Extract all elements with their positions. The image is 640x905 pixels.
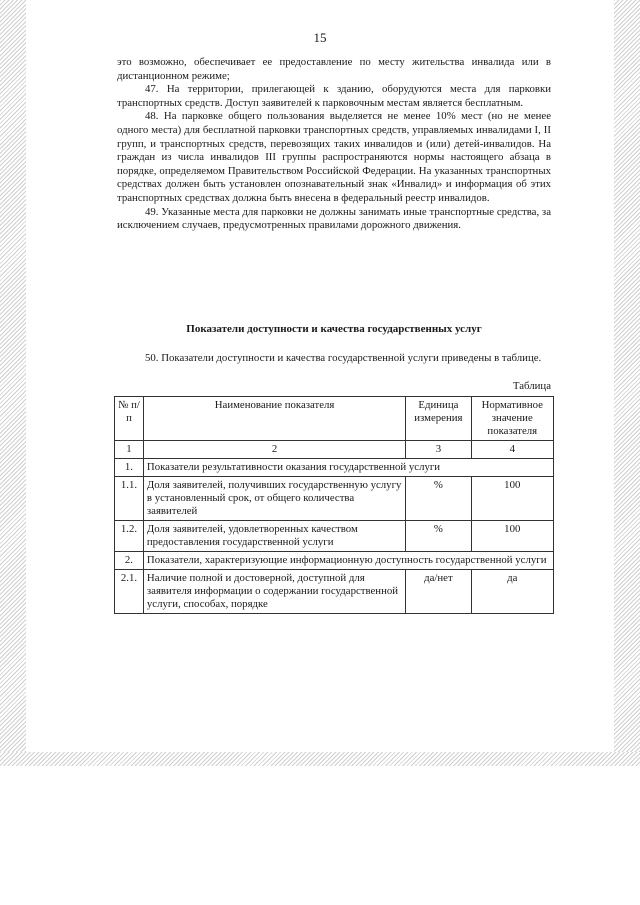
col-number-1: 1: [115, 441, 144, 459]
paragraph-47: 47. На территории, прилегающей к зданию, оборудуются места для парковки транспортных средств. Доступ заявителей к парковочным местам является бесплатным.: [117, 83, 551, 109]
section-1-title: Показатели результативности оказания государственной услуги: [143, 459, 553, 477]
paragraph-49: 49. Указанные места для парковки не должны занимать иные транспортные средства, за исключением случаев, предусмотренных правилами дорожного движения.: [117, 205, 551, 232]
page-number: 15: [313, 30, 327, 45]
header-norm: Нормативное значение показателя: [471, 397, 553, 441]
paragraph-50: 50. Показатели доступности и качества государственной услуги приведены в таблице.: [145, 352, 542, 364]
table-caption: Таблица: [512, 380, 551, 392]
table-row: [115, 477, 554, 521]
left-border-hatch: [0, 0, 26, 766]
bottom-border-hatch: [0, 752, 640, 766]
row-2-1-num: 2.1.: [115, 570, 144, 614]
header-unit: Единица измерения: [406, 397, 471, 441]
section-heading: Показатели доступности и качества государственных услуг: [186, 323, 482, 335]
body-text-top: [117, 56, 551, 233]
row-1-1-norm: 100: [471, 477, 553, 521]
header-name: Наименование показателя: [143, 397, 405, 441]
row-1-1-num: 1.1.: [115, 477, 144, 521]
table-section-row: [115, 552, 554, 570]
table-row: [115, 570, 554, 614]
row-1-2-name: Доля заявителей, удовлетворенных качеством предоставления государственной услуги: [143, 521, 405, 552]
col-number-2: 2: [143, 441, 405, 459]
column-number-row: [115, 441, 554, 459]
row-2-1-name: Наличие полной и достоверной, доступной для заявителя информации о содержании государственной услуги, способах, порядке: [143, 570, 405, 614]
right-border-hatch: [614, 0, 640, 766]
body-text-50: [117, 352, 551, 366]
section-2-title: Показатели, характеризующие информационную доступность государственной услуги: [143, 552, 553, 570]
row-1-1-name: Доля заявителей, получивших государственную услугу в установленный срок, от общего количества заявителей: [143, 477, 405, 521]
col-number-4: 4: [471, 441, 553, 459]
row-2-1-norm: да: [471, 570, 553, 614]
paragraph-continuation: это возможно, обеспечивает ее предоставление по месту жительства инвалида или в дистанционном режиме;: [117, 56, 551, 82]
row-2-1-unit: да/нет: [406, 570, 471, 614]
section-1-num: 1.: [115, 459, 144, 477]
table-row: [115, 521, 554, 552]
col-number-3: 3: [406, 441, 471, 459]
paragraph-48: 48. На парковке общего пользования выделяется не менее 10% мест (но не менее одного места) для бесплатной парковки транспортных средств, управляемых инвалидами I, II групп, и транспортных средств, перевозящих таких инвалидов и (или) детей-инвалидов. На граждан из числа инвалидов III группы распространяются нормы настоящего абзаца в порядке, определяемом Правительством Российской Федерации. На указанных транспортных средствах должен быть установлен опознавательный знак «Инвалид» и информация об этих транспортных средствах должна быть внесена в федеральный реестр инвалидов.: [117, 110, 551, 204]
row-1-2-unit: %: [406, 521, 471, 552]
table-section-row: [115, 459, 554, 477]
table-header-row: [115, 397, 554, 441]
section-2-num: 2.: [115, 552, 144, 570]
row-1-2-norm: 100: [471, 521, 553, 552]
indicators-table: [114, 396, 554, 614]
header-num: № п/п: [115, 397, 144, 441]
row-1-2-num: 1.2.: [115, 521, 144, 552]
row-1-1-unit: %: [406, 477, 471, 521]
